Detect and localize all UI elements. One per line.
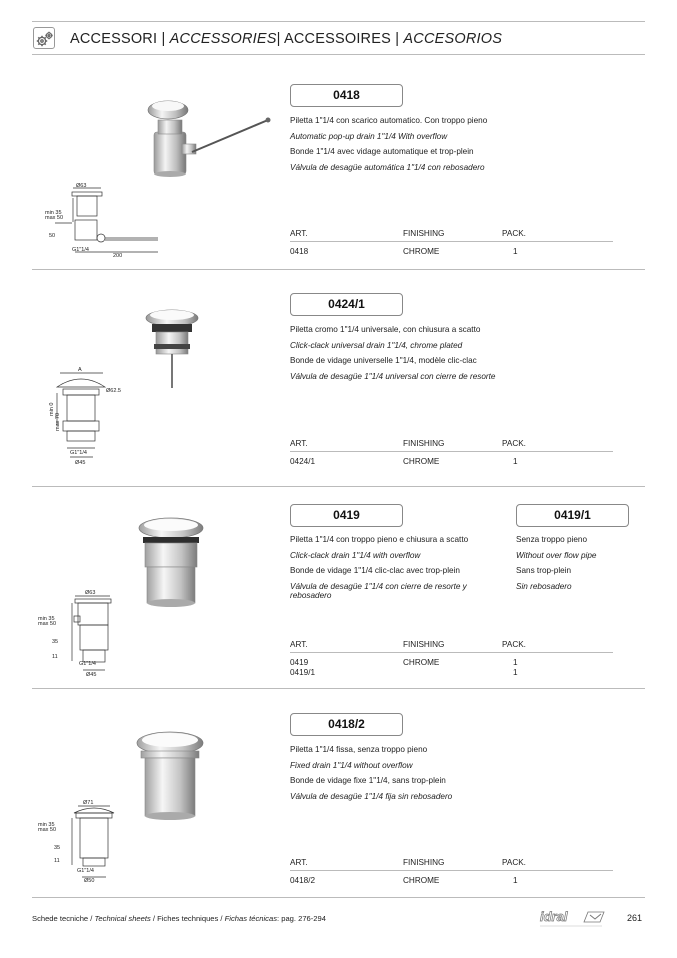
description-0419-1: Senza troppo pieno Without over flow pipe Sans trop-plein Sin rebosadero <box>516 535 597 591</box>
table-header-finishing: FINISHING <box>403 858 445 867</box>
table-header-finishing: FINISHING <box>403 640 445 649</box>
product-photo-0424-1 <box>140 306 210 396</box>
table-cell-art: 0419/1 <box>290 668 316 677</box>
product-photo-0418 <box>140 92 280 187</box>
dimension-label: G1"1/4 <box>70 450 87 456</box>
table-header-pack: PACK. <box>502 439 526 448</box>
product-code-0424-1: 0424/1 <box>290 293 403 316</box>
technical-drawing-0419 <box>38 588 128 685</box>
table-cell-art: 0424/1 <box>290 457 316 466</box>
table-cell-finishing: CHROME <box>403 658 440 667</box>
dimension-label: 11 <box>52 654 58 660</box>
description-0418: Piletta 1"1/4 con scarico automatico. Con troppo pieno Automatic pop-up drain 1"1/4 With overflow Bonde 1"1/4 avec vidage automatique et trop-plein Válvula de desagüe automática 1"1/4 con rebosadero <box>290 116 488 172</box>
table-cell-art: 0419 <box>290 658 309 667</box>
section-divider <box>32 688 645 689</box>
product-code-0418-2: 0418/2 <box>290 713 403 736</box>
table-cell-pack: 1 <box>513 247 518 256</box>
dimension-label: Ø63 <box>76 183 87 189</box>
table-header-pack: PACK. <box>502 858 526 867</box>
technical-drawing-0418 <box>45 180 165 265</box>
description-0424-1: Piletta cromo 1"1/4 universale, con chiusura a scatto Click-clack universal drain 1"1/4, chrome plated Bonde de vidage universelle 1"1/4, modèle clic-clac Válvula de desagüe 1"1/4 universal con cierre de resorte <box>290 325 496 381</box>
product-photo-0418-2 <box>132 729 212 829</box>
footer-reference: Schede tecniche / Technical sheets / Fiches techniques / Fichas técnicas: pag. 276-294 <box>32 914 326 923</box>
dimension-label: Ø45 <box>75 460 86 465</box>
dimension-label: 50 <box>49 233 56 239</box>
table-cell-pack: 1 <box>513 457 518 466</box>
section-divider <box>32 486 645 487</box>
description-0419: Piletta 1"1/4 con troppo pieno e chiusura a scatto Click-clack drain 1"1/4 with overflow Bonde de vidage 1"1/4 clic-clac avec trop-plein Válvula de desagüe 1"1/4 con cierre de resorte y rebosadero <box>290 535 469 601</box>
brand-logo <box>538 907 606 934</box>
dimension-label: G1"1/4 <box>79 661 96 667</box>
dimension-label: max 50 <box>38 621 57 627</box>
technical-drawing-0424-1 <box>45 365 135 470</box>
dimension-label: Ø62.5 <box>106 388 121 394</box>
table-header-finishing: FINISHING <box>403 439 445 448</box>
product-code-0419: 0419 <box>290 504 403 527</box>
dimension-label: min 35 <box>38 822 55 828</box>
dimension-label: A <box>78 367 82 373</box>
page-title: ACCESSORI | ACCESSORIES| ACCESSOIRES | ACCESORIOS <box>70 31 503 47</box>
page-header <box>32 21 645 55</box>
table-header-art: ART. <box>290 858 308 867</box>
table-header-pack: PACK. <box>502 229 526 238</box>
table-header-art: ART. <box>290 229 308 238</box>
dimension-label: 35 <box>52 639 59 645</box>
dimension-label: Ø45 <box>86 672 97 678</box>
table-cell-art: 0418/2 <box>290 876 316 885</box>
table-rule <box>290 451 613 452</box>
dimension-label: Ø63 <box>85 590 96 596</box>
dimension-label: G1"1/4 <box>72 247 89 253</box>
section-divider <box>32 269 645 270</box>
brand-name: idral <box>540 909 568 924</box>
dimension-label: 200 <box>113 253 123 259</box>
table-header-pack: PACK. <box>502 640 526 649</box>
table-cell-finishing: CHROME <box>403 247 440 256</box>
table-header-finishing: FINISHING <box>403 229 445 238</box>
technical-drawing-0418-2 <box>38 797 128 892</box>
dimension-label: 35 <box>54 845 61 851</box>
product-code-0419-1: 0419/1 <box>516 504 629 527</box>
page-number: 261 <box>627 913 643 923</box>
dimension-label: min 35 <box>38 616 55 622</box>
table-cell-pack: 1 <box>513 876 518 885</box>
dimension-label: min 35 <box>45 210 62 216</box>
table-cell-pack: 1 <box>513 658 518 667</box>
table-rule <box>290 652 613 653</box>
dimension-label: G1"1/4 <box>77 868 94 874</box>
dimension-label: max 50 <box>45 215 64 221</box>
product-photo-0419 <box>133 515 213 615</box>
dimension-label: 11 <box>54 858 60 864</box>
table-header-art: ART. <box>290 640 308 649</box>
table-cell-art: 0418 <box>290 247 309 256</box>
dimension-label: max 50 <box>38 827 57 833</box>
table-rule <box>290 870 613 871</box>
dimension-label: min 0 <box>49 402 55 416</box>
table-cell-finishing: CHROME <box>403 457 440 466</box>
footer-divider <box>32 897 645 898</box>
dimension-label: Ø50 <box>84 878 95 884</box>
product-code-0418: 0418 <box>290 84 403 107</box>
table-cell-pack: 1 <box>513 668 518 677</box>
table-header-art: ART. <box>290 439 308 448</box>
table-rule <box>290 241 613 242</box>
table-cell-finishing: CHROME <box>403 876 440 885</box>
dimension-label: Ø71 <box>83 800 94 806</box>
dimension-label: max 70 <box>55 412 61 431</box>
gears-icon <box>33 27 55 49</box>
description-0418-2: Piletta 1"1/4 fissa, senza troppo pieno Fixed drain 1"1/4 without overflow Bonde de vidage fixe 1"1/4, sans trop-plein Válvula de desagüe 1"1/4 fija sin rebosadero <box>290 745 453 801</box>
